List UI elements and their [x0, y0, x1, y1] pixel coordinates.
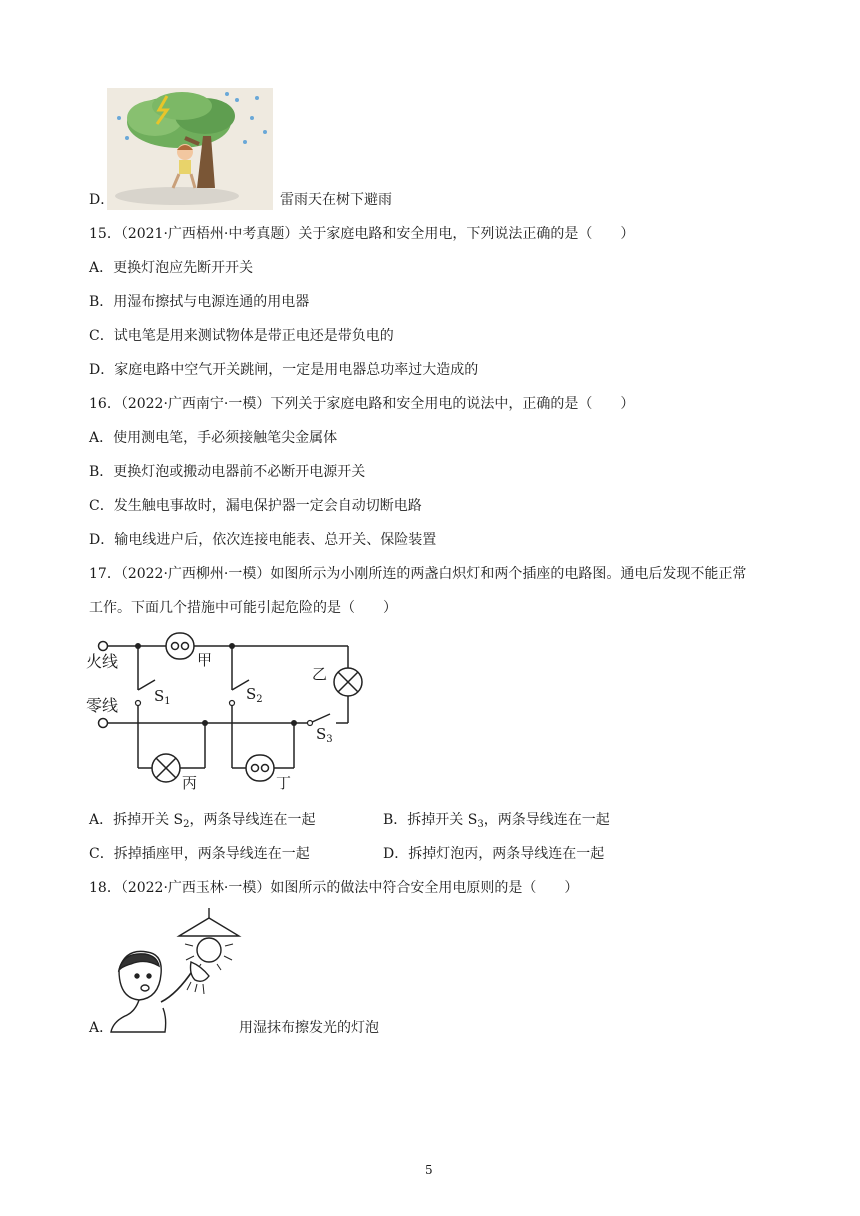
lamp-bing-label: 丙	[182, 774, 198, 792]
q16-option-c: C．发生触电事故时，漏电保护器一定会自动切断电路	[89, 498, 422, 514]
switch-s3-label: $S_3$	[316, 725, 333, 745]
q14-option-d-label: D．	[89, 192, 115, 208]
q14-option-d-text: 雷雨天在树下避雨	[280, 192, 392, 208]
lamp-yi-label: 乙	[312, 665, 328, 683]
q15-stem: 15．（2021·广西梧州·中考真题）关于家庭电路和安全用电，下列说法正确的是（ ）	[89, 226, 635, 242]
q15-option-d: D．家庭电路中空气开关跳闸，一定是用电器总功率过大造成的	[89, 362, 479, 378]
wet-cloth-lamp-picture	[105, 908, 245, 1038]
q17-option-c: C．拆掉插座甲，两条导线连在一起	[89, 846, 310, 862]
q18-option-a-text: 用湿抹布擦发光的灯泡	[239, 1020, 379, 1036]
q17-option-b: B．拆掉开关 $S_3$，两条导线连在一起	[383, 812, 610, 830]
switch-s1-label: $S_1$	[154, 687, 171, 707]
switch-s2-label: $S_2$	[246, 685, 263, 705]
q17-option-a: A．拆掉开关 $S_2$，两条导线连在一起	[89, 812, 316, 830]
page-number: 5	[425, 1163, 433, 1177]
live-wire-label: 火线	[86, 652, 119, 671]
q18-option-a-label: A．	[89, 1020, 114, 1036]
socket-jia-label: 甲	[197, 651, 213, 669]
neutral-wire-label: 零线	[86, 696, 119, 715]
q15-option-b: B．用湿布擦拭与电源连通的用电器	[89, 294, 310, 310]
q17-option-d: D．拆掉灯泡丙，两条导线连在一起	[383, 846, 605, 862]
q16-stem: 16．（2022·广西南宁·一模）下列关于家庭电路和安全用电的说法中，正确的是（ ）	[89, 396, 635, 412]
q16-option-d: D．输电线进户后，依次连接电能表、总开关、保险装置	[89, 532, 437, 548]
q17-stem-line2: 工作。下面几个措施中可能引起危险的是（ ）	[89, 600, 397, 616]
q16-option-b: B．更换灯泡或搬动电器前不必断开电源开关	[89, 464, 366, 480]
q15-option-c: C．试电笔是用来测试物体是带正电还是带负电的	[89, 328, 394, 344]
socket-ding-label: 丁	[276, 774, 292, 792]
q17-stem-line1: 17．（2022·广西柳州·一模）如图所示为小刚所连的两盏白炽灯和两个插座的电路图。通电后发现不能正常	[89, 566, 747, 582]
q15-option-a: A．更换灯泡应先断开开关	[89, 260, 254, 276]
q18-stem: 18．（2022·广西玉林·一模）如图所示的做法中符合安全用电原则的是（ ）	[89, 880, 579, 896]
q16-option-a: A．使用测电笔，手必须接触笔尖金属体	[89, 430, 338, 446]
